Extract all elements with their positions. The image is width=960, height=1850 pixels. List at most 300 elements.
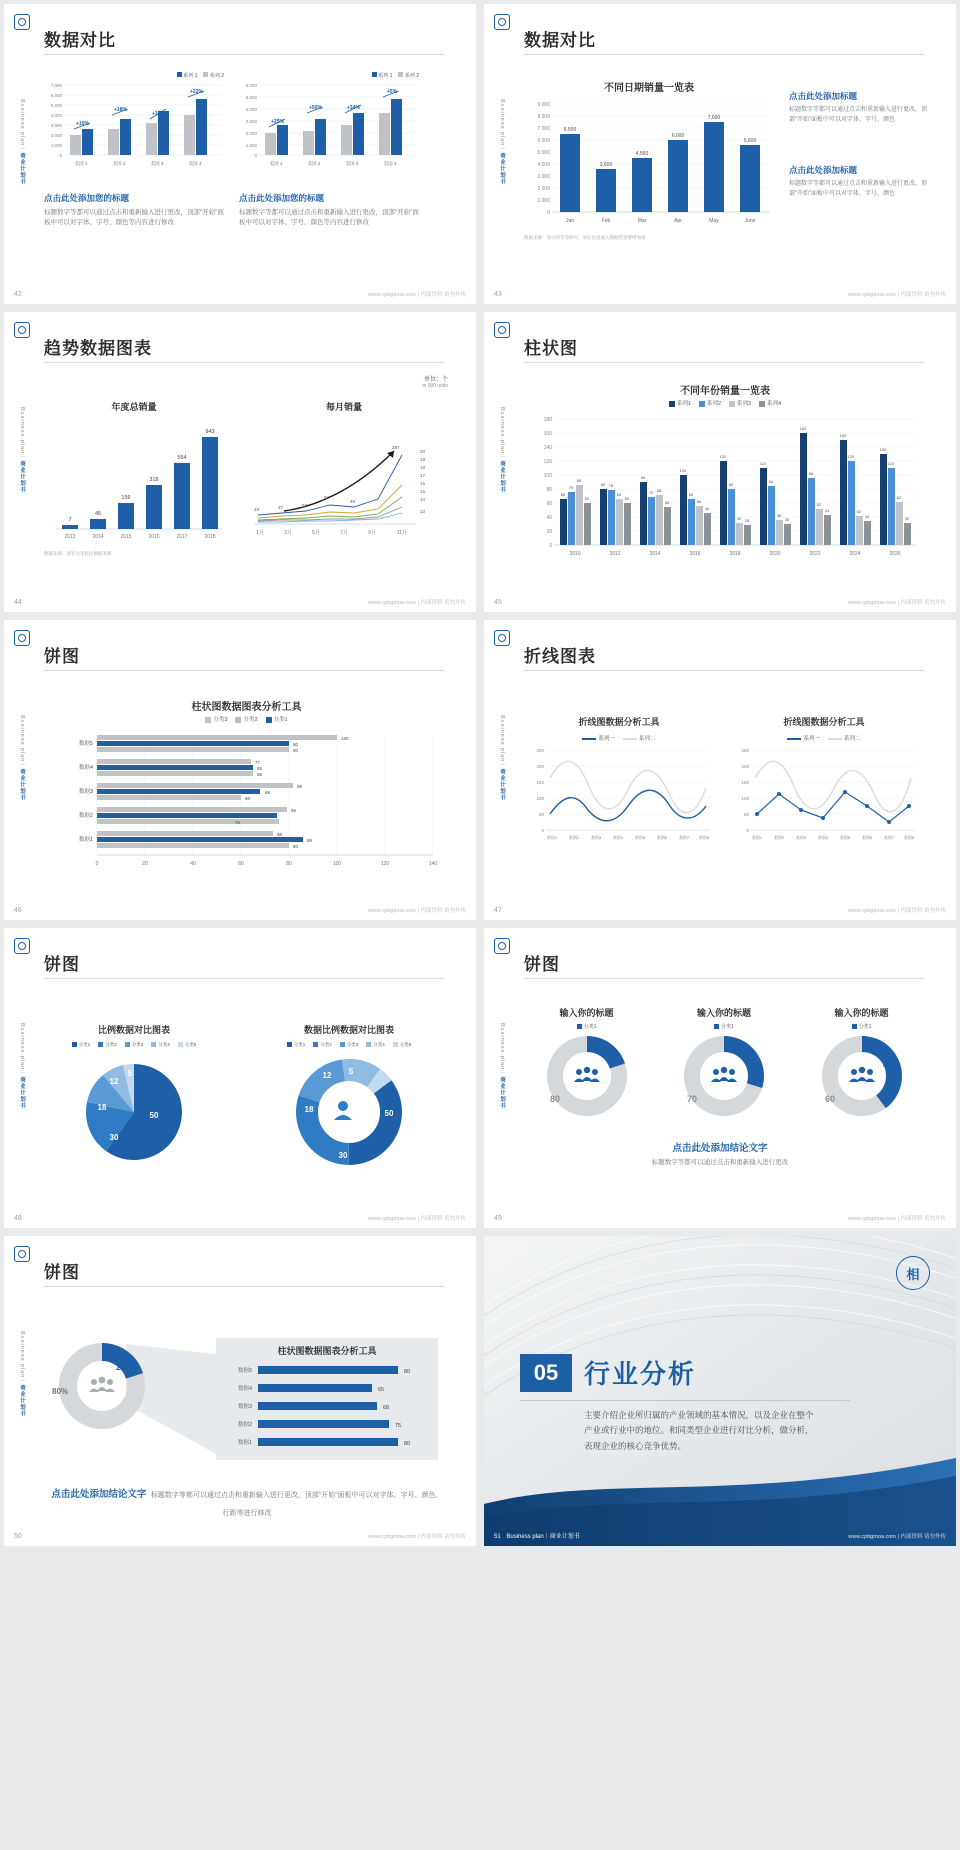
grouped-bar-chart-left xyxy=(44,79,224,169)
legend-item-3: 分类1 xyxy=(266,715,288,723)
chart-area xyxy=(530,382,920,586)
unit-note xyxy=(422,374,448,389)
svg-text:1,000: 1,000 xyxy=(245,143,257,148)
svg-text:554: 554 xyxy=(177,455,187,461)
svg-text:美国 2: 美国 2 xyxy=(307,161,321,166)
svg-text:200: 200 xyxy=(536,764,544,769)
page-number: 47 xyxy=(494,907,502,914)
svg-text:类别8: 类别8 xyxy=(903,835,915,840)
svg-text:23: 23 xyxy=(254,507,260,512)
svg-text:Apr: Apr xyxy=(674,218,682,224)
svg-text:95: 95 xyxy=(291,808,297,813)
svg-text:30: 30 xyxy=(338,1151,348,1160)
footer-note: www.cpbgmoa.com | 内部资料 请勿外传 xyxy=(848,600,946,606)
svg-text:类别6: 类别6 xyxy=(861,835,873,840)
donut-and-panel xyxy=(30,1324,450,1474)
donut-block-1 xyxy=(524,1006,649,1127)
svg-text:数据5: 数据5 xyxy=(78,741,93,747)
svg-text:160: 160 xyxy=(543,431,552,437)
svg-text:数据1: 数据1 xyxy=(237,1440,252,1446)
side-label: Business plan｜商业计划书 xyxy=(19,1331,25,1418)
svg-text:32: 32 xyxy=(736,516,742,521)
title-divider xyxy=(44,362,444,363)
svg-text:100: 100 xyxy=(741,796,749,801)
grouped-bar-chart-right xyxy=(239,79,419,169)
svg-text:65: 65 xyxy=(616,492,622,497)
legend-item-1: 系列一 xyxy=(582,734,615,742)
page-number: 48 xyxy=(14,1215,22,1222)
page-number: 43 xyxy=(494,291,502,298)
svg-text:类别4: 类别4 xyxy=(612,835,624,840)
svg-text:15: 15 xyxy=(420,489,426,494)
svg-text:2016: 2016 xyxy=(148,534,160,540)
svg-text:May: May xyxy=(709,218,719,224)
annual-sales-chart xyxy=(44,400,224,557)
svg-text:2,000: 2,000 xyxy=(50,133,62,138)
caption-right-body: 标题数字等都可以通过点击和重新输入进行更改，顶部“开始”面板中可以对字体、字号、颜色等内容进行修改 xyxy=(239,209,419,227)
svg-text:18: 18 xyxy=(97,1103,107,1112)
svg-text:80: 80 xyxy=(549,1094,560,1104)
svg-text:美国 1: 美国 1 xyxy=(74,161,88,166)
svg-text:94: 94 xyxy=(324,495,330,500)
bar-chart xyxy=(524,98,774,228)
svg-text:60: 60 xyxy=(824,1094,835,1104)
svg-text:2026: 2026 xyxy=(889,551,901,557)
svg-text:46: 46 xyxy=(704,506,710,511)
donut-chart-block xyxy=(244,1023,454,1177)
footer-caption-title: 点击此处添加结论文字 xyxy=(672,1143,768,1154)
caption-right xyxy=(239,192,419,229)
svg-text:5: 5 xyxy=(348,1067,354,1076)
title-divider xyxy=(44,670,444,671)
svg-text:43: 43 xyxy=(824,508,830,513)
unit-line-1: 单位：个 xyxy=(423,377,448,383)
svg-text:77: 77 xyxy=(255,760,261,765)
caption-right-title: 点击此处添加您的标题 xyxy=(239,193,325,203)
svg-text:86: 86 xyxy=(307,838,313,843)
slide-49 xyxy=(484,928,956,1228)
chart-title: 不同年份销量一览表 xyxy=(680,386,770,397)
donut-chart-2 xyxy=(664,1030,784,1122)
svg-text:57: 57 xyxy=(302,503,308,508)
annual-sales-title: 年度总销量 xyxy=(111,402,157,412)
line-chart xyxy=(524,744,714,854)
svg-text:1月: 1月 xyxy=(256,530,264,536)
footer-note: www.cpbgmoa.com | 内部资料 请勿外传 xyxy=(368,600,466,606)
footer-note: www.cpbgmoa.com | 内部资料 请勿外传 xyxy=(848,908,946,914)
donut-chart-1 xyxy=(527,1030,647,1122)
svg-text:2017: 2017 xyxy=(176,534,188,540)
svg-text:+10%: +10% xyxy=(76,121,89,127)
svg-text:类别5: 类别5 xyxy=(634,835,646,840)
text-block-1-body: 标题数字等都可以通过点击和重新输入进行更改，顶部“开始”面板中可以对字体、字号、颜色 xyxy=(789,107,928,123)
svg-text:156: 156 xyxy=(121,495,131,501)
footer-caption xyxy=(484,1140,956,1168)
svg-text:50: 50 xyxy=(743,812,749,817)
svg-text:+50%: +50% xyxy=(309,105,322,111)
svg-text:943: 943 xyxy=(205,429,215,435)
svg-text:数据3: 数据3 xyxy=(237,1404,252,1410)
corner-mark-icon xyxy=(14,1246,30,1262)
svg-text:80: 80 xyxy=(404,1369,411,1375)
svg-text:0: 0 xyxy=(549,543,552,549)
people-icon xyxy=(849,1067,875,1082)
svg-text:20: 20 xyxy=(546,529,552,535)
line-chart-left xyxy=(524,715,714,859)
svg-text:45: 45 xyxy=(94,511,102,517)
svg-text:June: June xyxy=(744,218,756,224)
donut-chart-title: 数据比例数据对比图表 xyxy=(303,1025,394,1035)
logo-text: 相 xyxy=(906,1266,920,1282)
slide-47 xyxy=(484,620,956,920)
svg-text:200: 200 xyxy=(741,764,749,769)
svg-text:12: 12 xyxy=(322,1071,332,1080)
section-divider xyxy=(520,1400,850,1401)
footer-note: www.cpbgmoa.com | 内部资料 请勿外传 xyxy=(368,1216,466,1222)
corner-mark-icon xyxy=(14,14,30,30)
svg-text:3,000: 3,000 xyxy=(50,123,62,128)
legend-item: 分类1 xyxy=(714,1023,734,1030)
side-label: Business plan｜商业计划书 xyxy=(499,715,505,802)
slide-44 xyxy=(4,312,476,612)
page-title: 折线图表 xyxy=(524,647,596,666)
svg-text:120: 120 xyxy=(719,454,727,459)
svg-text:75: 75 xyxy=(233,814,239,819)
corner-mark-icon xyxy=(494,630,510,646)
svg-text:数据4: 数据4 xyxy=(237,1386,252,1392)
svg-text:17: 17 xyxy=(420,473,426,478)
page-title: 柱状图 xyxy=(524,339,578,358)
svg-text:5,000: 5,000 xyxy=(245,95,257,100)
svg-text:4,000: 4,000 xyxy=(50,113,62,118)
caption-left xyxy=(44,192,224,229)
footer-caption-body: 标题数字等都可以通过点击和重新输入进行更改 xyxy=(651,1159,789,1166)
svg-text:37: 37 xyxy=(278,505,284,510)
horizontal-bar-chart xyxy=(49,729,444,879)
title-divider xyxy=(524,978,924,979)
svg-text:2 000: 2 000 xyxy=(537,186,550,192)
chart-legend xyxy=(49,715,444,723)
svg-text:18: 18 xyxy=(420,465,426,470)
page-number: 51 xyxy=(494,1534,501,1540)
page-number: 45 xyxy=(494,599,502,606)
left-chart-title: 折线图数据分析工具 xyxy=(578,717,660,727)
svg-text:80: 80 xyxy=(293,748,299,753)
pie-legend xyxy=(34,1042,234,1048)
legend-series-1: 系列 1 xyxy=(372,72,393,79)
svg-text:60: 60 xyxy=(245,796,251,801)
legend-item-4: 系列4 xyxy=(759,399,781,407)
svg-text:类别7: 类别7 xyxy=(883,835,895,840)
svg-text:40: 40 xyxy=(546,515,552,521)
svg-text:65: 65 xyxy=(378,1387,385,1393)
donut-2-title: 输入你的标题 xyxy=(696,1008,751,1018)
svg-text:类别3: 类别3 xyxy=(795,835,807,840)
svg-text:80: 80 xyxy=(293,742,299,747)
footer-note: www.cpbgmoa.com | 内部资料 请勿外传 xyxy=(368,1534,466,1540)
svg-text:11月: 11月 xyxy=(396,530,408,536)
svg-text:150: 150 xyxy=(741,780,749,785)
svg-text:1,000: 1,000 xyxy=(50,143,62,148)
chart-right xyxy=(239,72,419,174)
svg-text:+34%: +34% xyxy=(347,105,360,111)
svg-text:250: 250 xyxy=(536,748,544,753)
svg-text:100: 100 xyxy=(332,861,342,867)
legend-item-2: 系列二 xyxy=(623,734,656,742)
donut-1-title: 输入你的标题 xyxy=(559,1008,614,1018)
svg-text:类别6: 类别6 xyxy=(656,835,668,840)
svg-text:2014: 2014 xyxy=(649,551,661,557)
svg-text:2020: 2020 xyxy=(769,551,781,557)
page-title: 数据对比 xyxy=(524,31,596,50)
logo-badge xyxy=(896,1256,930,1290)
svg-text:120: 120 xyxy=(341,736,349,741)
grouped-bar-chart xyxy=(530,411,920,581)
svg-text:7 000: 7 000 xyxy=(537,126,550,132)
corner-mark-icon xyxy=(14,630,30,646)
svg-text:类别7: 类别7 xyxy=(678,835,690,840)
legend-item-2: 分类2 xyxy=(98,1042,117,1048)
svg-text:250: 250 xyxy=(741,748,749,753)
svg-text:85: 85 xyxy=(576,478,582,483)
footer-note: www.cpbgmoa.com | 内部资料 请勿外传 xyxy=(848,1216,946,1222)
page-number: 50 xyxy=(14,1533,22,1540)
svg-text:75: 75 xyxy=(568,485,574,490)
svg-text:75: 75 xyxy=(395,1423,402,1429)
svg-text:5,600: 5,600 xyxy=(743,138,757,144)
legend-item-5: 分类5 xyxy=(178,1042,197,1048)
svg-text:20: 20 xyxy=(142,861,148,867)
slide-row-1 xyxy=(0,4,960,304)
corner-mark-icon xyxy=(14,322,30,338)
svg-text:30: 30 xyxy=(109,1133,119,1142)
svg-text:110: 110 xyxy=(759,461,767,466)
slide-43 xyxy=(484,4,956,304)
svg-text:9月: 9月 xyxy=(368,530,376,536)
monthly-sales-chart xyxy=(244,400,444,549)
svg-text:+18%: +18% xyxy=(114,107,127,113)
svg-text:84: 84 xyxy=(768,479,774,484)
svg-text:数据2: 数据2 xyxy=(78,813,93,819)
svg-text:0: 0 xyxy=(547,210,550,216)
page-title: 饼图 xyxy=(44,1263,80,1282)
svg-text:13: 13 xyxy=(420,509,426,514)
svg-text:16: 16 xyxy=(420,481,426,486)
chart-legend xyxy=(530,399,920,407)
legend-item-2: 分类2 xyxy=(313,1042,332,1048)
svg-text:6 000: 6 000 xyxy=(537,138,550,144)
side-label: Business plan｜商业计划书 xyxy=(499,1023,505,1110)
svg-text:14: 14 xyxy=(420,497,426,502)
svg-text:20: 20 xyxy=(420,449,426,454)
svg-text:6,000: 6,000 xyxy=(245,83,257,88)
donut-block-2 xyxy=(662,1006,787,1127)
svg-text:20: 20 xyxy=(601,1046,612,1056)
text-block-1 xyxy=(789,90,929,125)
page-title: 趋势数据图表 xyxy=(44,339,152,358)
svg-text:美国 2: 美国 2 xyxy=(112,161,126,166)
svg-text:18: 18 xyxy=(304,1105,314,1114)
svg-text:2024: 2024 xyxy=(849,551,861,557)
svg-text:Jan: Jan xyxy=(565,218,575,224)
side-label: Business plan｜商业计划书 xyxy=(19,715,25,802)
legend-item-2: 系列2 xyxy=(699,399,721,407)
donut-legend xyxy=(244,1042,454,1048)
svg-text:65: 65 xyxy=(257,772,263,777)
side-label: Business plan｜商业计划书 xyxy=(19,1023,25,1110)
svg-text:76: 76 xyxy=(235,820,241,825)
svg-text:40: 40 xyxy=(190,861,196,867)
svg-text:3 000: 3 000 xyxy=(537,174,550,180)
svg-text:287: 287 xyxy=(392,445,400,450)
corner-mark-icon xyxy=(494,938,510,954)
svg-text:数据2: 数据2 xyxy=(237,1422,252,1428)
line-chart-markers xyxy=(729,744,919,854)
svg-text:6,000: 6,000 xyxy=(50,93,62,98)
people-icon xyxy=(89,1377,115,1392)
title-divider xyxy=(524,54,924,55)
svg-text:数据5: 数据5 xyxy=(237,1368,252,1374)
svg-text:62: 62 xyxy=(896,495,902,500)
svg-text:80: 80 xyxy=(293,844,299,849)
legend-item-4: 分类4 xyxy=(366,1042,385,1048)
donut-3-title: 输入你的标题 xyxy=(834,1008,889,1018)
right-chart-legend xyxy=(729,734,919,742)
page-title: 饼图 xyxy=(44,647,80,666)
slide-row-2 xyxy=(0,312,960,612)
svg-text:5 000: 5 000 xyxy=(537,150,550,156)
legend-item-2: 系列二 xyxy=(828,734,861,742)
svg-text:100: 100 xyxy=(679,468,687,473)
corner-mark-icon xyxy=(14,938,30,954)
svg-text:100: 100 xyxy=(543,473,552,479)
svg-text:+5%: +5% xyxy=(387,89,398,95)
legend-series-2: 系列 2 xyxy=(203,72,224,79)
legend-item: 分类1 xyxy=(577,1023,597,1030)
slide-row-5 xyxy=(0,1236,960,1546)
legend-item-3: 分类3 xyxy=(125,1042,144,1048)
donut-2-legend xyxy=(662,1023,787,1030)
slide-51 xyxy=(484,1236,956,1546)
svg-text:Feb: Feb xyxy=(601,218,611,224)
donut-chart-3 xyxy=(802,1030,922,1122)
slide-row-3 xyxy=(0,620,960,920)
slide-50 xyxy=(4,1236,476,1546)
svg-text:90: 90 xyxy=(640,475,646,480)
svg-text:5: 5 xyxy=(127,1069,133,1078)
svg-text:柱状图数据图表分析工具: 柱状图数据图表分析工具 xyxy=(277,1346,377,1356)
legend-item-3: 系列3 xyxy=(729,399,751,407)
side-label: Business plan｜商业计划书 xyxy=(19,407,25,494)
chart-area xyxy=(524,79,774,241)
svg-text:2018: 2018 xyxy=(729,551,741,557)
svg-text:2016: 2016 xyxy=(689,551,701,557)
text-block-2-body: 标题数字等都可以通过点击和重新输入进行更改，顶部“开始”面板中可以对字体、字号、颜色 xyxy=(789,181,928,197)
svg-text:类别1: 类别1 xyxy=(751,835,763,840)
svg-text:150: 150 xyxy=(839,433,847,438)
legend-item: 分类1 xyxy=(852,1023,872,1030)
svg-text:66: 66 xyxy=(688,492,694,497)
people-icon xyxy=(574,1067,600,1082)
source-note: 数据来源：请在这里标注数据来源 xyxy=(44,551,112,556)
legend-item-1: 系列一 xyxy=(787,734,820,742)
svg-text:40: 40 xyxy=(882,1060,893,1070)
footer-note: www.cpbgmoa.com | 内部资料 请勿外传 xyxy=(368,292,466,298)
svg-text:4 000: 4 000 xyxy=(537,162,550,168)
svg-text:2015: 2015 xyxy=(120,534,132,540)
svg-text:32: 32 xyxy=(904,516,910,521)
title-divider xyxy=(524,362,924,363)
svg-text:2018: 2018 xyxy=(204,534,216,540)
svg-text:类别2: 类别2 xyxy=(568,835,580,840)
chart-left xyxy=(44,72,224,174)
svg-text:0: 0 xyxy=(95,861,99,867)
svg-text:3月: 3月 xyxy=(284,530,292,536)
svg-text:0: 0 xyxy=(541,828,544,833)
svg-text:类别1: 类别1 xyxy=(546,835,558,840)
svg-text:2014: 2014 xyxy=(92,534,104,540)
svg-text:56: 56 xyxy=(696,499,702,504)
svg-text:20%: 20% xyxy=(115,1363,133,1372)
caption-left-title: 点击此处添加您的标题 xyxy=(44,193,130,203)
svg-text:12: 12 xyxy=(109,1077,119,1086)
svg-text:318: 318 xyxy=(149,477,159,483)
section-body: 主要介绍企业所归属的产业领域的基本情况，以及企业在整个产业或行业中的地位。和同类型企业进行对比分析，做分析，表现企业的核心竞争优势。 xyxy=(584,1410,814,1451)
people-icon xyxy=(711,1067,737,1082)
footer-note: www.cpbgmoa.com | 内部资料 请勿外传 xyxy=(368,908,466,914)
monthly-line-chart xyxy=(244,419,444,544)
svg-text:88: 88 xyxy=(277,832,283,837)
svg-text:美国 3: 美国 3 xyxy=(150,161,164,166)
title-divider xyxy=(524,670,924,671)
page-number: 46 xyxy=(14,907,22,914)
svg-text:46: 46 xyxy=(350,499,356,504)
svg-text:60: 60 xyxy=(624,496,630,501)
svg-text:80: 80 xyxy=(728,482,734,487)
svg-text:美国 4: 美国 4 xyxy=(188,161,202,166)
svg-text:30: 30 xyxy=(784,517,790,522)
svg-text:19: 19 xyxy=(420,457,426,462)
svg-text:数据4: 数据4 xyxy=(78,765,93,771)
legend-item-1: 分类1 xyxy=(287,1042,306,1048)
svg-text:6,500: 6,500 xyxy=(563,127,577,133)
svg-text:60: 60 xyxy=(546,501,552,507)
left-chart-legend xyxy=(524,734,714,742)
svg-text:150: 150 xyxy=(536,780,544,785)
svg-text:140: 140 xyxy=(428,861,438,867)
legend-item-2: 分类2 xyxy=(235,715,257,723)
svg-text:2013: 2013 xyxy=(64,534,76,540)
svg-text:68: 68 xyxy=(265,790,271,795)
svg-text:80: 80 xyxy=(404,1441,411,1447)
page-number: 44 xyxy=(14,599,22,606)
svg-text:美国 3: 美国 3 xyxy=(345,161,359,166)
svg-text:类别8: 类别8 xyxy=(698,835,710,840)
svg-text:60: 60 xyxy=(584,496,590,501)
svg-text:6,000: 6,000 xyxy=(671,133,685,139)
title-divider xyxy=(44,1286,444,1287)
chart-title: 柱状图数据图表分析工具 xyxy=(191,702,302,713)
legend-series-2: 系列 2 xyxy=(398,72,419,79)
svg-text:30: 30 xyxy=(742,1054,754,1064)
text-block-2 xyxy=(789,164,929,199)
chart-area xyxy=(49,698,444,884)
footer-caption-title: 点击此处添加结论文字 xyxy=(51,1489,147,1500)
svg-text:类别4: 类别4 xyxy=(817,835,829,840)
donut-chart xyxy=(244,1052,454,1172)
svg-text:1 000: 1 000 xyxy=(537,198,550,204)
svg-text:100: 100 xyxy=(536,796,544,801)
